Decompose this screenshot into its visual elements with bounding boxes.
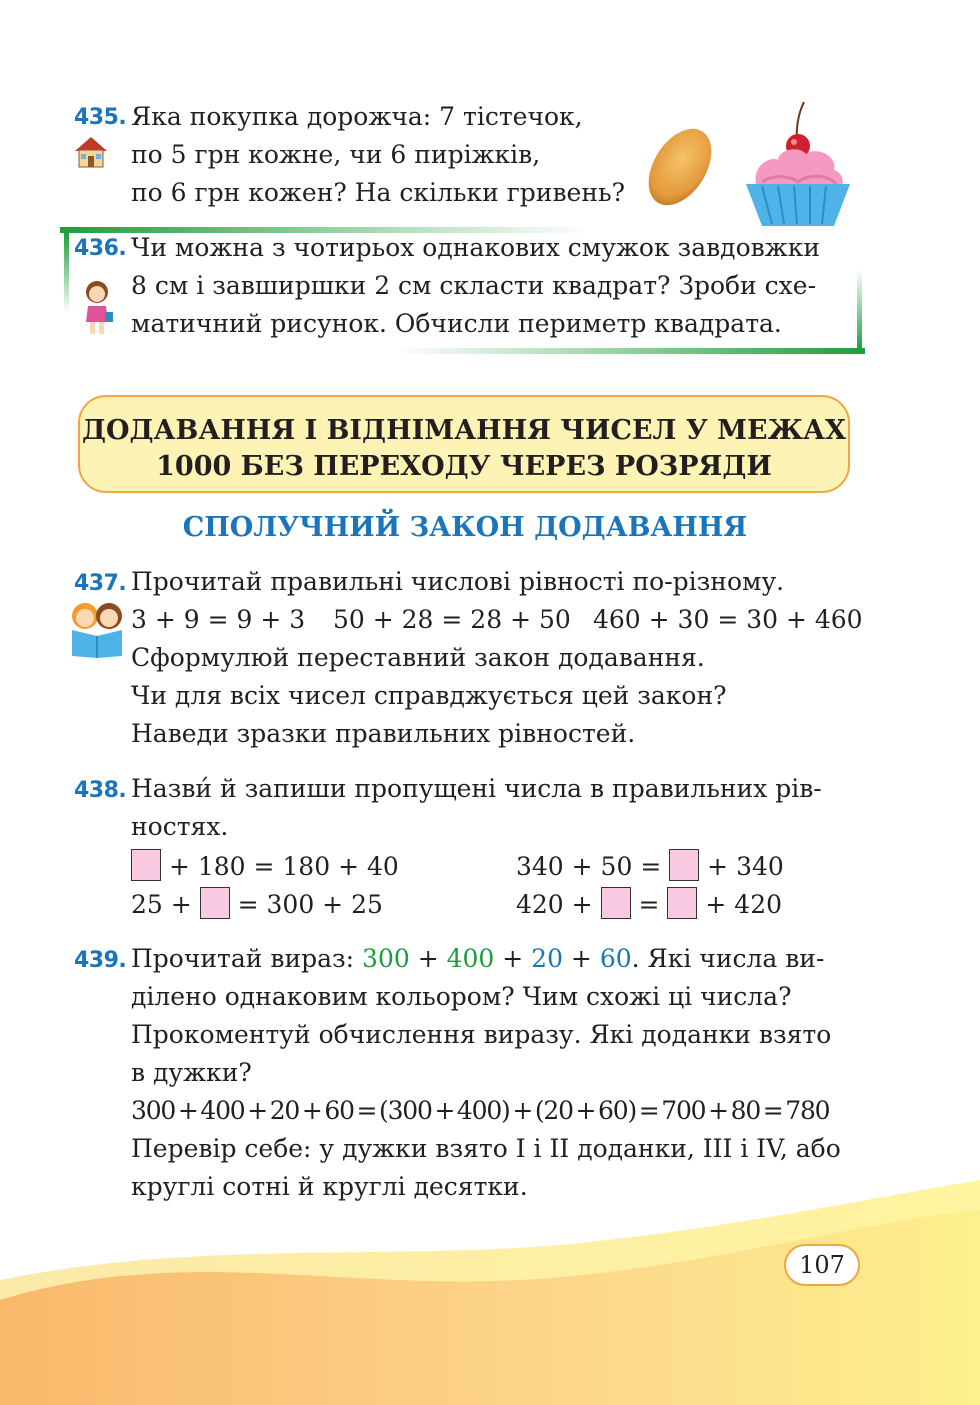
exercise-number-435: 435. xyxy=(74,105,127,130)
exercise-439-line-1-b: . Які числа ви- xyxy=(631,944,825,973)
equation-2: 50 + 28 = 28 + 50 xyxy=(333,605,571,634)
blank-equation-3-text-b: = 300 + 25 xyxy=(237,890,383,919)
section-subtitle: СПОЛУЧНИЙ ЗАКОН ДОДАВАННЯ xyxy=(182,512,748,543)
exercise-435-line-2: по 5 грн кожне, чи 6 пиріжків, xyxy=(131,140,541,169)
exercise-439-line-7: круглі сотні й круглі десятки. xyxy=(131,1172,528,1201)
exercise-439-line-1 xyxy=(131,944,824,973)
exercise-436-line-2: 8 см і завширшки 2 см скласти квадрат? Зроби схе- xyxy=(131,271,817,300)
exercise-number-438: 438. xyxy=(74,778,127,803)
exercise-number-439: 439. xyxy=(74,948,127,973)
exercise-number-436: 436. xyxy=(74,236,127,261)
exercise-438-line-1: Назви́ й запиши пропущені числа в правильних рів- xyxy=(131,774,822,803)
frame-bottom-line xyxy=(395,348,865,354)
page-number: 107 xyxy=(784,1244,860,1286)
exercise-number-437: 437. xyxy=(74,571,127,596)
answer-box[interactable] xyxy=(601,887,631,919)
house-icon xyxy=(74,136,108,172)
exercise-435-line-3: по 6 грн кожен? На скільки гривень? xyxy=(131,178,626,207)
exercise-438-line-2: ностях. xyxy=(131,812,229,841)
blank-equation-4 xyxy=(516,887,782,919)
number-400: 400 xyxy=(446,944,495,973)
equation-1: 3 + 9 = 9 + 3 xyxy=(131,605,306,634)
exercise-436-line-3: матичний рисунок. Обчисли периметр квадрата. xyxy=(131,309,782,338)
plus-sign: + xyxy=(562,944,600,973)
cupcake-image xyxy=(742,98,854,234)
girl-icon xyxy=(80,278,114,342)
blank-equation-1-text: + 180 = 180 + 40 xyxy=(168,852,399,881)
exercise-439-line-4: в дужки? xyxy=(131,1058,252,1087)
number-20: 20 xyxy=(531,944,563,973)
exercise-437-line-4: Чи для всіх чисел справджується цей закон? xyxy=(131,681,727,710)
number-300: 300 xyxy=(362,944,410,973)
number-60: 60 xyxy=(599,944,632,973)
answer-box[interactable] xyxy=(200,887,230,919)
frame-right-line xyxy=(857,270,862,350)
answer-box[interactable] xyxy=(131,849,161,881)
equation-3: 460 + 30 = 30 + 460 xyxy=(593,605,863,634)
pie-image xyxy=(640,122,720,216)
section-title-line-1: ДОДАВАННЯ І ВІДНІМАННЯ ЧИСЕЛ У МЕЖАХ xyxy=(82,415,846,446)
blank-equation-3-text-a: 25 + xyxy=(131,890,192,919)
answer-box[interactable] xyxy=(667,887,697,919)
exercise-437-line-3: Сформулюй переставний закон додавання. xyxy=(131,643,705,672)
blank-equation-3 xyxy=(131,887,383,919)
kids-reading-icon xyxy=(66,600,128,662)
blank-equation-2-text-a: 340 + 50 = xyxy=(516,852,662,881)
section-title-line-2: 1000 БЕЗ ПЕРЕХОДУ ЧЕРЕЗ РОЗРЯДИ xyxy=(156,451,772,482)
exercise-439-line-1-a: Прочитай вираз: xyxy=(131,944,363,973)
blank-equation-2 xyxy=(516,849,784,881)
answer-box[interactable] xyxy=(669,849,699,881)
exercise-439-calculation: 300 + 400 + 20 + 60 = (300 + 400) + (20 + 60) = 700 + 80 = 780 xyxy=(131,1096,830,1125)
blank-equation-4-text-a: 420 + xyxy=(516,890,593,919)
frame-left-line xyxy=(64,233,69,313)
blank-equation-4-text-b: = xyxy=(638,890,660,919)
exercise-439-line-2: ділено однаковим кольором? Чим схожі ці числа? xyxy=(131,982,792,1011)
blank-equation-2-text-b: + 340 xyxy=(707,852,784,881)
exercise-439-line-6: Перевір себе: у дужки взято I і II доданки, III і IV, або xyxy=(131,1134,841,1163)
exercise-439-line-3: Прокоментуй обчислення виразу. Які доданки взято xyxy=(131,1020,832,1049)
section-title-box xyxy=(78,395,850,493)
blank-equation-1 xyxy=(131,849,399,881)
plus-sign: + xyxy=(409,944,447,973)
blank-equation-4-text-c: + 420 xyxy=(705,890,783,919)
plus-sign: + xyxy=(494,944,532,973)
exercise-437-line-1: Прочитай правильні числові рівності по-різному. xyxy=(131,567,785,596)
exercise-435-line-1: Яка покупка дорожча: 7 тістечок, xyxy=(131,102,583,131)
exercise-437-line-5: Наведи зразки правильних рівностей. xyxy=(131,719,636,748)
exercise-436-line-1: Чи можна з чотирьох однакових смужок завдовжки xyxy=(131,233,820,262)
